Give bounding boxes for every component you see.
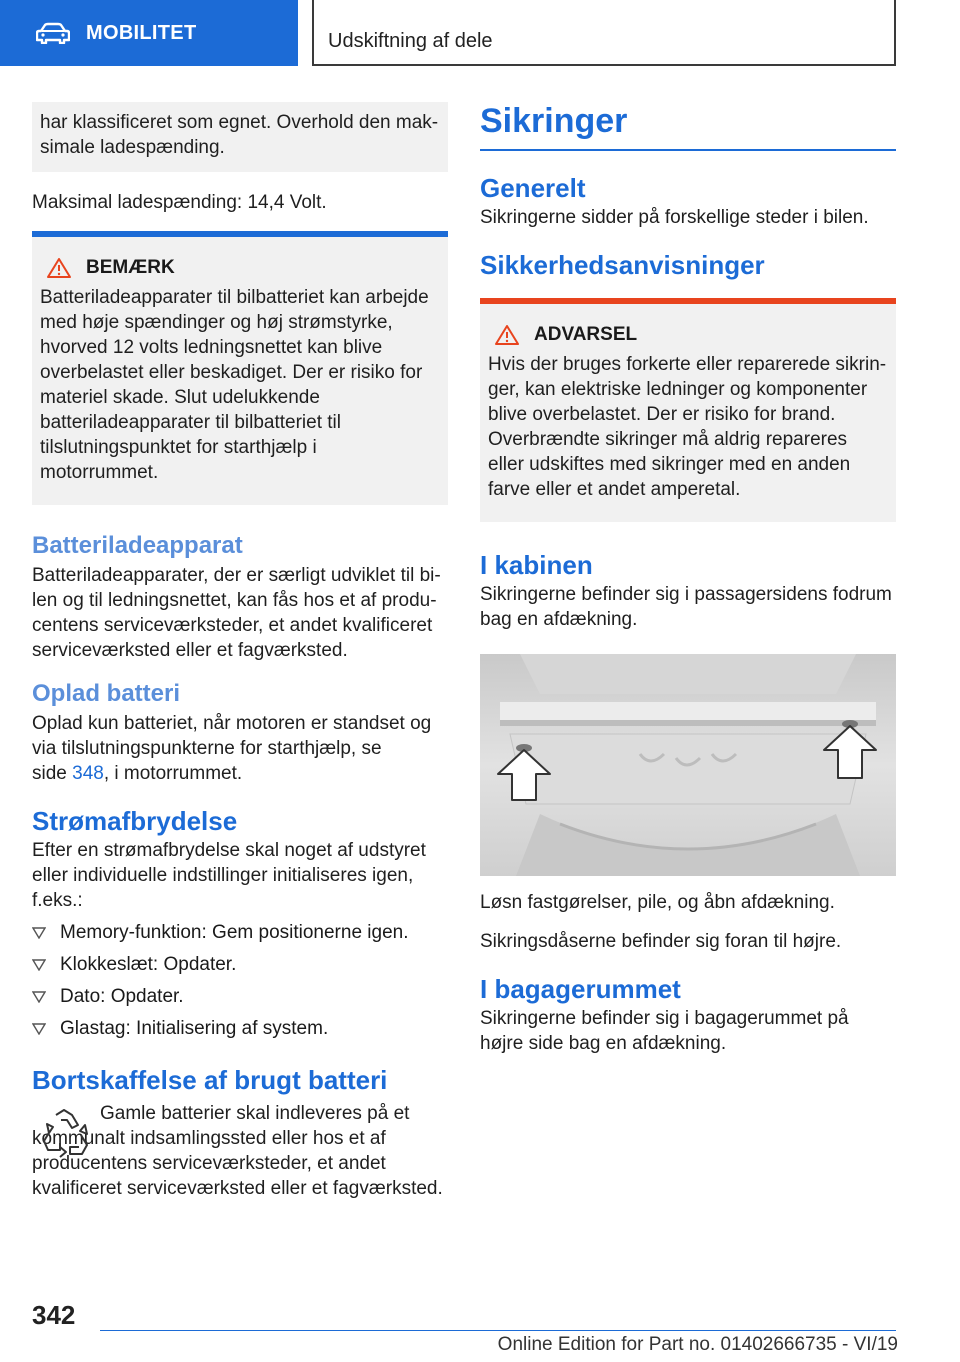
list-item-text: Glastag: Initialisering af system. [60, 1018, 329, 1039]
page-link-348[interactable]: 348 [72, 763, 104, 784]
disposal-block [32, 1101, 448, 1201]
heading-safety: Sikkerhedsanvisninger [480, 250, 765, 280]
list-item [32, 1013, 448, 1045]
bullet-triangle-icon [32, 1023, 46, 1035]
heading-charger: Batteriladeapparat [32, 532, 243, 559]
photo-caption-location: Sikringsdåserne befinder sig foran til højre. [480, 931, 842, 952]
heading-charge-battery: Oplad batteri [32, 680, 181, 707]
list-item-text: Klokkeslæt: Opdater. [60, 954, 237, 975]
warning-title: ADVARSEL [534, 324, 638, 345]
warning-header [488, 324, 888, 346]
notice-title: BEMÆRK [86, 257, 175, 278]
list-item-text: Memory-funktion: Gem positionerne igen. [60, 922, 409, 943]
notice-header [40, 257, 440, 279]
list-item [32, 981, 448, 1013]
list-item [32, 949, 448, 981]
fuse-cover-illustration [480, 654, 896, 876]
heading-disposal: Bortskaffelse af brugt batteri [32, 1065, 388, 1095]
continued-text: har klassificeret som egnet. Overhold den maksimale ladespænding. [40, 112, 439, 158]
heading-general: Generelt [480, 173, 586, 203]
left-column [32, 102, 448, 1201]
max-voltage-text: Maksimal ladespænding: 14,4 Volt. [32, 192, 327, 213]
section-title: Udskiftning af dele [328, 30, 493, 52]
heading-trunk: I bagagerummet [480, 974, 681, 1004]
disposal-text: Gamle batterier skal indleveres på et kommunalt indsamlingssted eller hos et af producentens serviceværksteder, et andet kvalificeret serviceværksted eller et fagværksted. [32, 1103, 443, 1199]
heading-cabin: I kabinen [480, 550, 593, 580]
list-item [32, 917, 448, 949]
cabin-text: Sikringerne befinder sig i passagersidens fodrum bag en afdækning. [480, 584, 892, 630]
charger-text: Batteriladeapparater, der er særligt udviklet til bilen og til ledningsnettet, kan fås hos et af producentens serviceværksteder, et andet kvalificeret serviceværksted eller et fagværksted. [32, 565, 441, 661]
photo-caption-release: Løsn fastgørelser, pile, og åbn afdækning. [480, 892, 835, 913]
list-item-text: Dato: Opdater. [60, 986, 184, 1007]
right-column [480, 102, 896, 1056]
page-number: 342 [32, 1300, 76, 1330]
footer-rule [100, 1330, 896, 1331]
bullet-triangle-icon [32, 927, 46, 939]
heading-fuses: Sikringer [480, 102, 896, 151]
chapter-title: MOBILITET [86, 21, 197, 44]
bullet-triangle-icon [32, 959, 46, 971]
chapter-tab[interactable] [0, 0, 298, 66]
warning-triangle-icon [46, 257, 72, 279]
notice-box [32, 237, 448, 505]
warning-box [480, 304, 896, 522]
power-text: Efter en strømafbrydelse skal noget af udstyret eller individuelle indstillinger initialiseres igen, f.eks.: [32, 840, 426, 911]
car-icon [36, 22, 70, 44]
notice-text: Batteriladeapparater til bilbatteriet kan arbejde med høje spændinger og høj strømstyrke, hvorved 12 volts ledningsnettet kan blive overbelastet eller beskadiget. Der er risiko for materiel skade. Slut udelukkende batteriladeapparater til bilbatteriet til tilslutningspunktet for starthjælp i motorrummet. [40, 287, 429, 483]
fuse-cover-photo [480, 654, 896, 876]
charge-text-a: Oplad kun batteriet, når motoren er standset og via tilslutningspunkterne for starthjælp, se side [32, 713, 432, 784]
section-header [312, 0, 896, 66]
warning-triangle-icon [494, 324, 520, 346]
charge-text-b: , i motorrummet. [103, 763, 243, 784]
general-text: Sikringerne sidder på forskellige steder i bilen. [480, 207, 869, 228]
charge-text [32, 711, 448, 786]
edition-footer: Online Edition for Part no. 01402666735 - VI/19 [497, 1334, 898, 1355]
power-list [32, 917, 448, 1045]
warning-text: Hvis der bruges forkerte eller reparerede sikringer, kan elektriske ledninger og komponenter blive overbelastet. Der er risiko for brand. Overbrændte sikringer må aldrig repareres eller udskiftes med sikringer med en anden farve eller et andet amperetal. [488, 354, 887, 500]
trunk-text: Sikringerne befinder sig i bagagerummet på højre side bag en afdækning. [480, 1008, 849, 1054]
bullet-triangle-icon [32, 991, 46, 1003]
heading-power-failure: Strømafbrydelse [32, 806, 238, 836]
continued-panel [32, 102, 448, 172]
recycle-icon [34, 1107, 94, 1163]
